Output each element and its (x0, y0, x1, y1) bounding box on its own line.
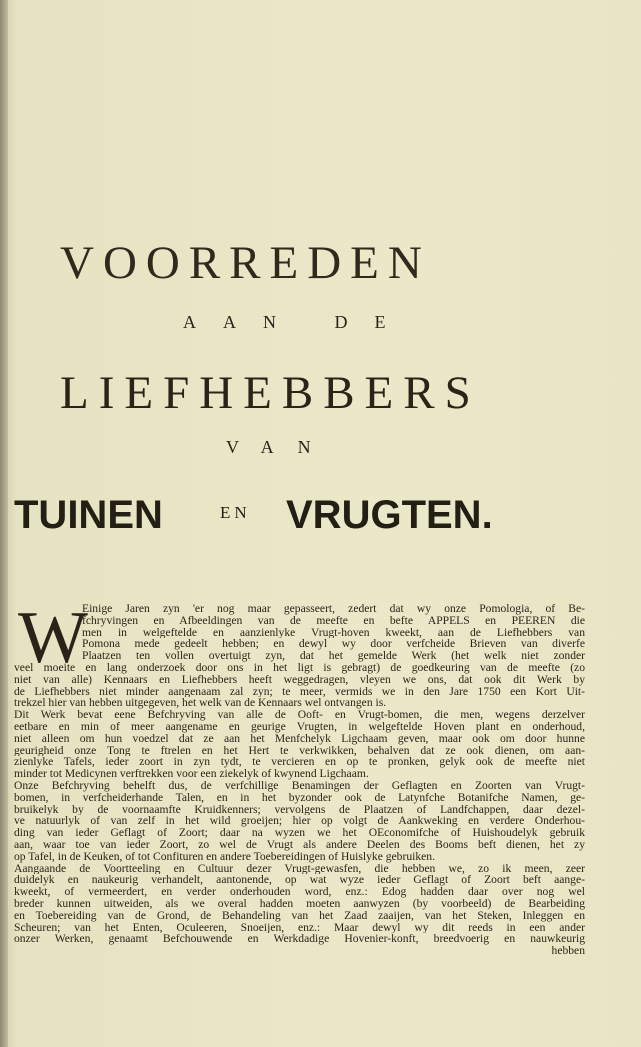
body-line: minder tot Medicynen verftrekken voor een ziekelyk of kwynend Ligchaam. (14, 768, 369, 780)
body-line: en Toebereiding van de Grond, de Behandeling van het Zaad zaaijen, van het Steken, Inleggen en (14, 909, 585, 922)
heading-tuinen: TUINEN (14, 493, 163, 537)
body-line: Pomona mede gedeelt hebben; en dewyl wy door verfcheide Brieven van diverfe (82, 638, 585, 651)
body-line: niet van alle) Kennaars en Liefhebbers heeft weggedragen, vleyen we ons, dat ook dit Werk by (14, 673, 585, 686)
heading-en: EN (220, 503, 251, 522)
body-line: onzer Werken, genaamt Befchouwende en Werkdadige Hovenier-konft, breedvoerig en nauwkeurig (14, 933, 585, 946)
body-line: ding van ieder Geflagt of Zoort; daar na wyzen we het OEconomifche of Huishoudelyk gebruik (14, 827, 585, 839)
body-line: zienlyke Tafels, ieder zoort in zyn tydt, te vercieren en op te pronken, gelyk ook de meefte niet (14, 756, 585, 769)
body-line: geurigheid onze Tong te ftrelen en het Hert te verkwikken, behalven dat ze ook dienen, om aan- (14, 744, 585, 757)
heading-vrugten: VRUGTEN. (286, 493, 493, 537)
body-line: trekzel hier van hebben uitgegeven, het welk van de Kennaars wel ontvangen is. (14, 697, 387, 710)
drop-cap: W (18, 597, 88, 679)
catchword: hebben (551, 945, 585, 957)
body-line: duidelyk en naukeurig verhandelt, aantonende, op wat wyze ieder Geflagt of Zoort beft aange- (14, 874, 585, 887)
body-line: ve natuurlyk of van zelf in het wild groeijen; hier op volgt de Aankweking en verdere Onderhou- (14, 815, 585, 828)
body-line: de Liefhebbers niet minder aangenaam zal zyn; te meer, vermids we in den Jare 1750 een Kort Uit- (14, 685, 585, 698)
body-text (14, 597, 585, 957)
body-line: Einige Jaren zyn 'er nog maar gepasseert, zedert dat wy onze Pomologia, of Be- (82, 603, 585, 615)
body-line: bomen, in verfcheiderhande Talen, en in het byzonder ook de Latynfche Botanifche Namen, ge- (14, 791, 585, 804)
body-line: fchryvingen en Afbeeldingen van de meefte en befte APPELS en PEEREN die (82, 614, 585, 627)
body-line: men in welgeftelde en aanzienlyke Vrugt-hoven kweekt, aan de Liefhebbers van (82, 626, 585, 639)
body-line: Onze Befchryving behelft dus, de verfchillige Benamingen der Geflagten en Zoorten van Vrugt- (14, 779, 585, 792)
heading-liefhebbers: LIEFHEBBERS (60, 367, 481, 419)
body-line: Scheuren; van het Enten, Oculeeren, Snoeijen, enz.: Maar dewyl wy dit reeds in een ander (14, 921, 585, 934)
heading-voorreden: VOORREDEN (60, 237, 431, 289)
body-line: kweekt, of vermeerdert, en verder onderhouden word, enz.: Edog hadden daar over nog wel (14, 886, 585, 898)
heading-aan-de: AAN DE (183, 312, 413, 332)
body-line: aan, waar toe van ieder Zoort, zo wel de Vrugt als andere Deelen des Booms beft dienen, het zy (14, 838, 585, 851)
body-line: Plaatzen ten vollen overtuigt zyn, dat het gemelde Werk (het welk niet zonder (82, 650, 585, 662)
body-line: Aangaande de Voortteeling en Cultuur dezer Vrugt-gewasfen, die hebben we, zo ik meen, zeer (14, 862, 585, 875)
book-spine (0, 0, 8, 1047)
body-line: bruikelyk by de voornaamfte Kruidkenners; vervolgens de Plaatzen of Landfchappen, daar dezel- (14, 803, 585, 816)
heading-van: VAN (226, 437, 335, 457)
body-line: veel moeite en lang onderzoek door ons in het ligt is gebragt) de goedkeuring van de meefte (zo (14, 661, 585, 674)
body-line: op Tafel, in de Keuken, of tot Confituren en andere Toebereidingen of Huislyke gebruiken. (14, 850, 435, 863)
body-line: Dit Werk bevat eene Befchryving van alle de Ooft- en Vrugt-bomen, die men, wegens derzelver (14, 709, 585, 721)
body-line: niet alleen om hun voedzel dat ze aan het Menfchelyk Ligchaam geven, maar ook om door hunne (14, 732, 585, 745)
heading-tuinen-en-vrugten (14, 493, 544, 543)
body-line: eetbare en min of meer aangename en geurige Vrugten, in welgeftelde Hoven plant en onderhoud, (14, 720, 585, 733)
body-line: breder kunnen uitweiden, als we overal hadden moeten aanwyzen (by voorbeeld) de Bearbeiding (14, 897, 585, 910)
